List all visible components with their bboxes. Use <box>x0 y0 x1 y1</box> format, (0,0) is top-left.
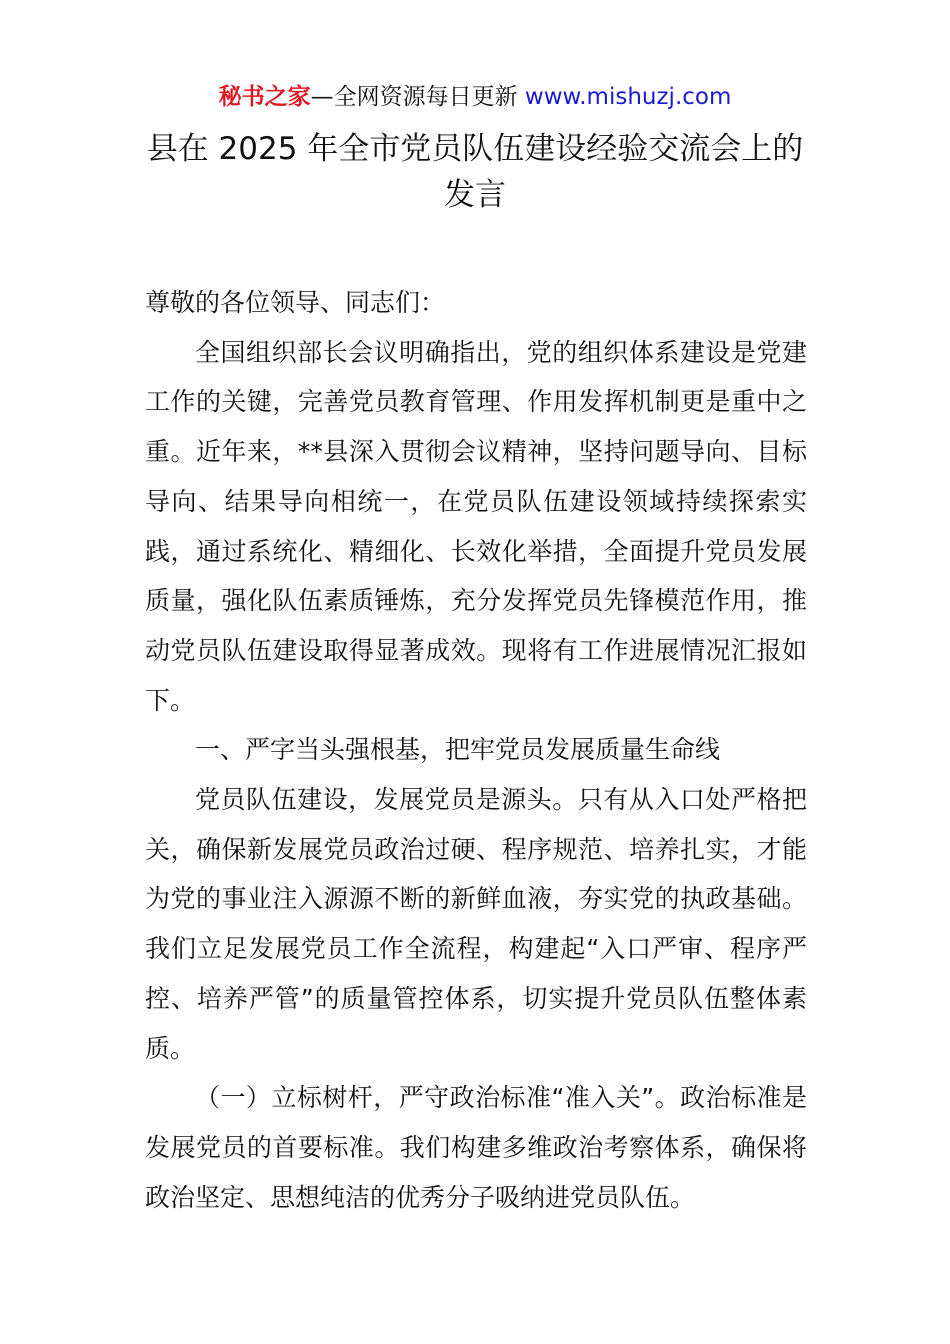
salutation: 尊敬的各位领导、同志们： <box>145 288 446 317</box>
site-slogan: —全网资源每日更新 <box>310 84 525 110</box>
document-title-line-2: 发言 <box>444 177 506 213</box>
site-url-link[interactable]: www.mishuzj.com <box>524 84 732 110</box>
paragraph-subsection-1: （一）立标树杆，严守政治标准“准入关”。政治标准是发展党员的首要标准。我们构建多维政治考察体系，确保将政治坚定、思想纯洁的优秀分子吸纳进党员队伍。 <box>145 1083 807 1212</box>
site-header <box>0 80 950 114</box>
section-heading-1: 一、严字当头强根基，把牢党员发展质量生命线 <box>195 735 721 765</box>
paragraph-intro: 全国组织部长会议明确指出，党的组织体系建设是党建工作的关键，完善党员教育管理、作用发挥机制更是重中之重。近年来，**县深入贯彻会议精神，坚持问题导向、目标导向、结果导向相统一，在党员队伍建设领域持续探索实践，通过系统化、精细化、长效化举措，全面提升党员发展质量，强化队伍素质锤炼，充分发挥党员先锋模范作用，推动党员队伍建设取得显著成效。现将有工作进展情况汇报如下。 <box>145 337 807 715</box>
paragraph-section-1: 党员队伍建设，发展党员是源头。只有从入口处严格把关，确保新发展党员政治过硬、程序规范、培养扎实，才能为党的事业注入源源不断的新鲜血液，夯实党的执政基础。我们立足发展党员工作全流程，构建起“入口严审、程序严控、培养严管”的质量管控体系，切实提升党员队伍整体素质。 <box>145 785 807 1063</box>
document-body <box>145 278 807 1222</box>
document-title-line-1: 县在 2025 年全市党员队伍建设经验交流会上的 <box>146 131 804 167</box>
document-title <box>120 126 830 218</box>
site-brand: 秘书之家 <box>218 84 311 110</box>
